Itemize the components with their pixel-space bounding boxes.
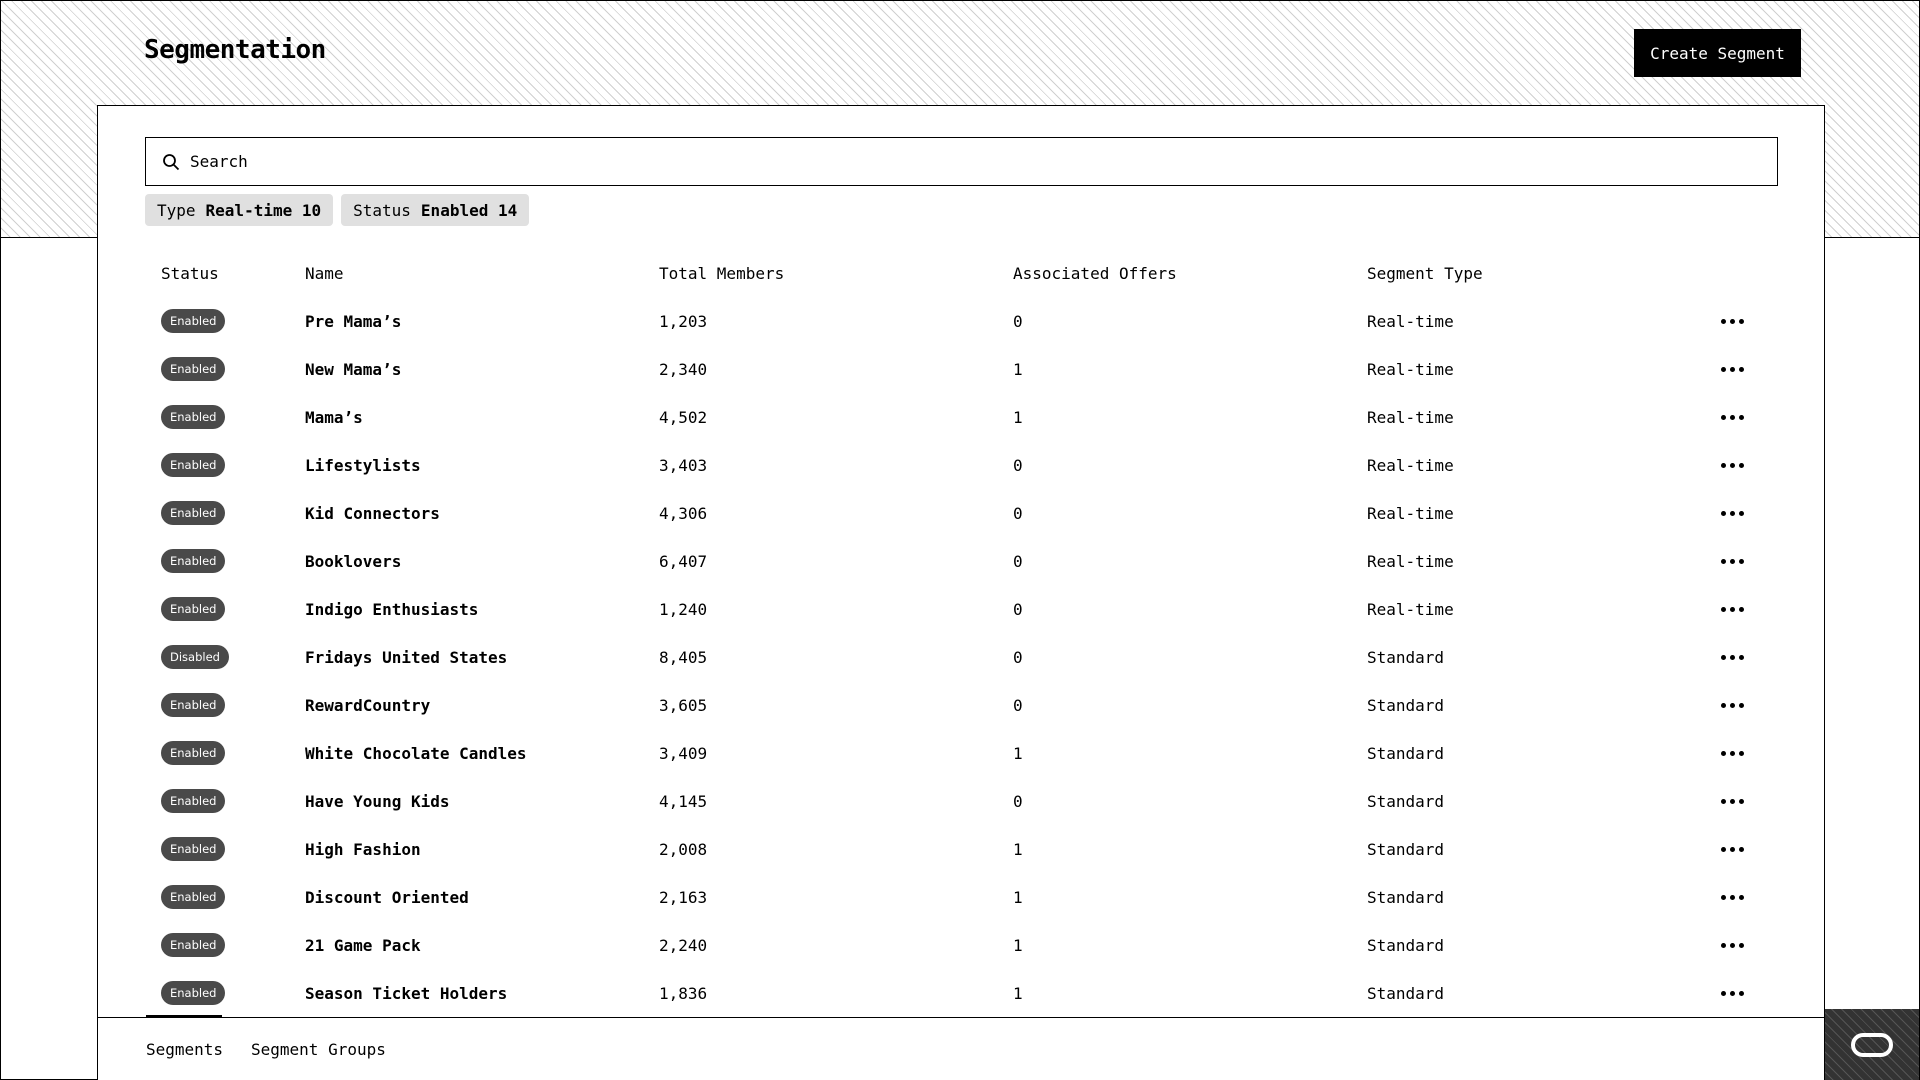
row-actions[interactable] — [1716, 537, 1748, 585]
page-title: Segmentation — [144, 35, 326, 65]
status-badge: Enabled — [161, 741, 225, 765]
associated-offers: 1 — [1013, 839, 1023, 859]
status-cell — [161, 441, 225, 489]
status-cell — [161, 489, 225, 537]
segment-type: Real-time — [1367, 503, 1454, 523]
status-cell — [161, 393, 225, 441]
status-cell — [161, 873, 225, 921]
status-badge: Enabled — [161, 693, 225, 717]
table-header — [98, 249, 1825, 297]
status-cell — [161, 969, 225, 1017]
status-cell — [161, 297, 225, 345]
total-members: 2,240 — [659, 935, 708, 955]
row-actions[interactable] — [1716, 777, 1748, 825]
more-horizontal-icon[interactable] — [1721, 751, 1744, 756]
create-segment-button[interactable]: Create Segment — [1634, 29, 1801, 77]
filter-chip-value: Enabled 14 — [420, 200, 518, 220]
column-header-status[interactable]: Status — [161, 263, 219, 283]
status-cell — [161, 585, 225, 633]
total-members: 4,306 — [659, 503, 708, 523]
status-badge: Enabled — [161, 837, 225, 861]
total-members: 2,008 — [659, 839, 708, 859]
column-header-name[interactable]: Name — [305, 263, 344, 283]
table-row[interactable] — [98, 681, 1825, 729]
segment-name[interactable]: Indigo Enthusiasts — [305, 599, 479, 619]
bottom-tab-bar — [97, 1017, 1825, 1080]
row-actions[interactable] — [1716, 489, 1748, 537]
total-members: 2,163 — [659, 887, 708, 907]
row-actions[interactable] — [1716, 873, 1748, 921]
column-header-associated-offers[interactable]: Associated Offers — [1013, 263, 1177, 283]
table-row[interactable] — [98, 585, 1825, 633]
associated-offers: 0 — [1013, 695, 1023, 715]
more-horizontal-icon[interactable] — [1721, 895, 1744, 900]
segment-name[interactable]: High Fashion — [305, 839, 421, 859]
status-badge: Enabled — [161, 453, 225, 477]
total-members: 4,502 — [659, 407, 708, 427]
more-horizontal-icon[interactable] — [1721, 319, 1744, 324]
segment-name[interactable]: Booklovers — [305, 551, 402, 571]
segment-type: Standard — [1367, 887, 1445, 907]
associated-offers: 1 — [1013, 407, 1023, 427]
associated-offers: 1 — [1013, 935, 1023, 955]
more-horizontal-icon[interactable] — [1721, 799, 1744, 804]
more-horizontal-icon[interactable] — [1721, 511, 1744, 516]
table-row[interactable] — [98, 489, 1825, 537]
filter-chip-label: Status — [353, 200, 411, 220]
more-horizontal-icon[interactable] — [1721, 655, 1744, 660]
segment-name[interactable]: Discount Oriented — [305, 887, 469, 907]
segment-name[interactable]: RewardCountry — [305, 695, 431, 715]
row-actions[interactable] — [1716, 969, 1748, 1017]
segment-type: Real-time — [1367, 407, 1454, 427]
status-cell — [161, 681, 225, 729]
associated-offers: 0 — [1013, 791, 1023, 811]
segment-type: Standard — [1367, 791, 1445, 811]
status-badge: Enabled — [161, 549, 225, 573]
row-actions[interactable] — [1716, 825, 1748, 873]
table-row[interactable] — [98, 969, 1825, 1017]
row-actions[interactable] — [1716, 921, 1748, 969]
tab-segment-groups[interactable]: Segment Groups — [251, 1040, 386, 1059]
total-members: 1,836 — [659, 983, 708, 1003]
total-members: 3,605 — [659, 695, 708, 715]
search-box[interactable] — [145, 137, 1778, 186]
status-badge: Enabled — [161, 597, 225, 621]
table-row[interactable] — [98, 297, 1825, 345]
associated-offers: 1 — [1013, 983, 1023, 1003]
associated-offers: 1 — [1013, 743, 1023, 763]
segment-type: Real-time — [1367, 359, 1454, 379]
status-cell — [161, 921, 225, 969]
segment-type: Standard — [1367, 839, 1445, 859]
search-input[interactable] — [190, 152, 1750, 171]
table-row[interactable] — [98, 873, 1825, 921]
total-members: 6,407 — [659, 551, 708, 571]
status-cell — [161, 345, 225, 393]
total-members: 3,409 — [659, 743, 708, 763]
more-horizontal-icon[interactable] — [1721, 607, 1744, 612]
segment-name[interactable]: Have Young Kids — [305, 791, 450, 811]
row-actions[interactable] — [1716, 633, 1748, 681]
segment-type: Real-time — [1367, 551, 1454, 571]
segment-name[interactable]: Lifestylists — [305, 455, 421, 475]
segment-name[interactable]: Pre Mama’s — [305, 311, 402, 331]
segment-name[interactable]: New Mama’s — [305, 359, 402, 379]
row-actions[interactable] — [1716, 441, 1748, 489]
segments-panel — [97, 105, 1825, 1080]
associated-offers: 0 — [1013, 455, 1023, 475]
row-actions[interactable] — [1716, 681, 1748, 729]
segment-name[interactable]: Mama’s — [305, 407, 363, 427]
search-icon — [162, 153, 180, 171]
more-horizontal-icon[interactable] — [1721, 559, 1744, 564]
segment-name[interactable]: White Chocolate Candles — [305, 743, 527, 763]
status-badge: Enabled — [161, 789, 225, 813]
table-row[interactable] — [98, 729, 1825, 777]
filter-chips — [145, 194, 529, 226]
segment-type: Standard — [1367, 983, 1445, 1003]
segment-name[interactable]: Fridays United States — [305, 647, 508, 667]
tab-segments[interactable]: Segments — [146, 1018, 223, 1080]
status-badge: Enabled — [161, 885, 225, 909]
status-cell — [161, 537, 225, 585]
status-badge: Disabled — [161, 645, 229, 669]
more-horizontal-icon[interactable] — [1721, 463, 1744, 468]
oracle-logo-icon — [1850, 1031, 1894, 1059]
table-row[interactable] — [98, 537, 1825, 585]
more-horizontal-icon[interactable] — [1721, 703, 1744, 708]
total-members: 1,240 — [659, 599, 708, 619]
table-row[interactable] — [98, 633, 1825, 681]
more-horizontal-icon[interactable] — [1721, 367, 1744, 372]
segment-type: Real-time — [1367, 311, 1454, 331]
associated-offers: 0 — [1013, 503, 1023, 523]
more-horizontal-icon[interactable] — [1721, 415, 1744, 420]
filter-chip-type[interactable] — [145, 194, 333, 226]
row-actions[interactable] — [1716, 297, 1748, 345]
column-header-segment-type[interactable]: Segment Type — [1367, 263, 1483, 283]
segment-type: Standard — [1367, 743, 1445, 763]
total-members: 8,405 — [659, 647, 708, 667]
total-members: 1,203 — [659, 311, 708, 331]
segment-type: Real-time — [1367, 455, 1454, 475]
associated-offers: 0 — [1013, 311, 1023, 331]
more-horizontal-icon[interactable] — [1721, 943, 1744, 948]
status-cell — [161, 777, 225, 825]
associated-offers: 0 — [1013, 647, 1023, 667]
segment-type: Standard — [1367, 647, 1445, 667]
segment-type: Standard — [1367, 695, 1445, 715]
segment-type: Standard — [1367, 935, 1445, 955]
oracle-logo[interactable] — [1825, 1009, 1919, 1080]
status-badge: Enabled — [161, 981, 225, 1005]
filter-chip-label: Type — [157, 200, 196, 220]
table-row[interactable] — [98, 345, 1825, 393]
segment-name[interactable]: Kid Connectors — [305, 503, 440, 523]
associated-offers: 0 — [1013, 599, 1023, 619]
column-header-total-members[interactable]: Total Members — [659, 263, 785, 283]
more-horizontal-icon[interactable] — [1721, 847, 1744, 852]
row-actions[interactable] — [1716, 345, 1748, 393]
status-cell — [161, 633, 229, 681]
table-body — [98, 297, 1825, 1017]
status-badge: Enabled — [161, 405, 225, 429]
associated-offers: 1 — [1013, 359, 1023, 379]
status-badge: Enabled — [161, 501, 225, 525]
segment-name[interactable]: 21 Game Pack — [305, 935, 421, 955]
table-row[interactable] — [98, 921, 1825, 969]
row-actions[interactable] — [1716, 729, 1748, 777]
status-badge: Enabled — [161, 309, 225, 333]
total-members: 2,340 — [659, 359, 708, 379]
status-cell — [161, 825, 225, 873]
table-row[interactable] — [98, 825, 1825, 873]
total-members: 4,145 — [659, 791, 708, 811]
associated-offers: 0 — [1013, 551, 1023, 571]
filter-chip-status[interactable] — [341, 194, 529, 226]
table-row[interactable] — [98, 441, 1825, 489]
segments-table — [98, 249, 1825, 1017]
status-cell — [161, 729, 225, 777]
table-row[interactable] — [98, 777, 1825, 825]
filter-chip-value: Real-time 10 — [205, 200, 322, 220]
segment-type: Real-time — [1367, 599, 1454, 619]
total-members: 3,403 — [659, 455, 708, 475]
status-badge: Enabled — [161, 933, 225, 957]
row-actions[interactable] — [1716, 393, 1748, 441]
more-horizontal-icon[interactable] — [1721, 991, 1744, 996]
table-row[interactable] — [98, 393, 1825, 441]
row-actions[interactable] — [1716, 585, 1748, 633]
associated-offers: 1 — [1013, 887, 1023, 907]
status-badge: Enabled — [161, 357, 225, 381]
segment-name[interactable]: Season Ticket Holders — [305, 983, 508, 1003]
